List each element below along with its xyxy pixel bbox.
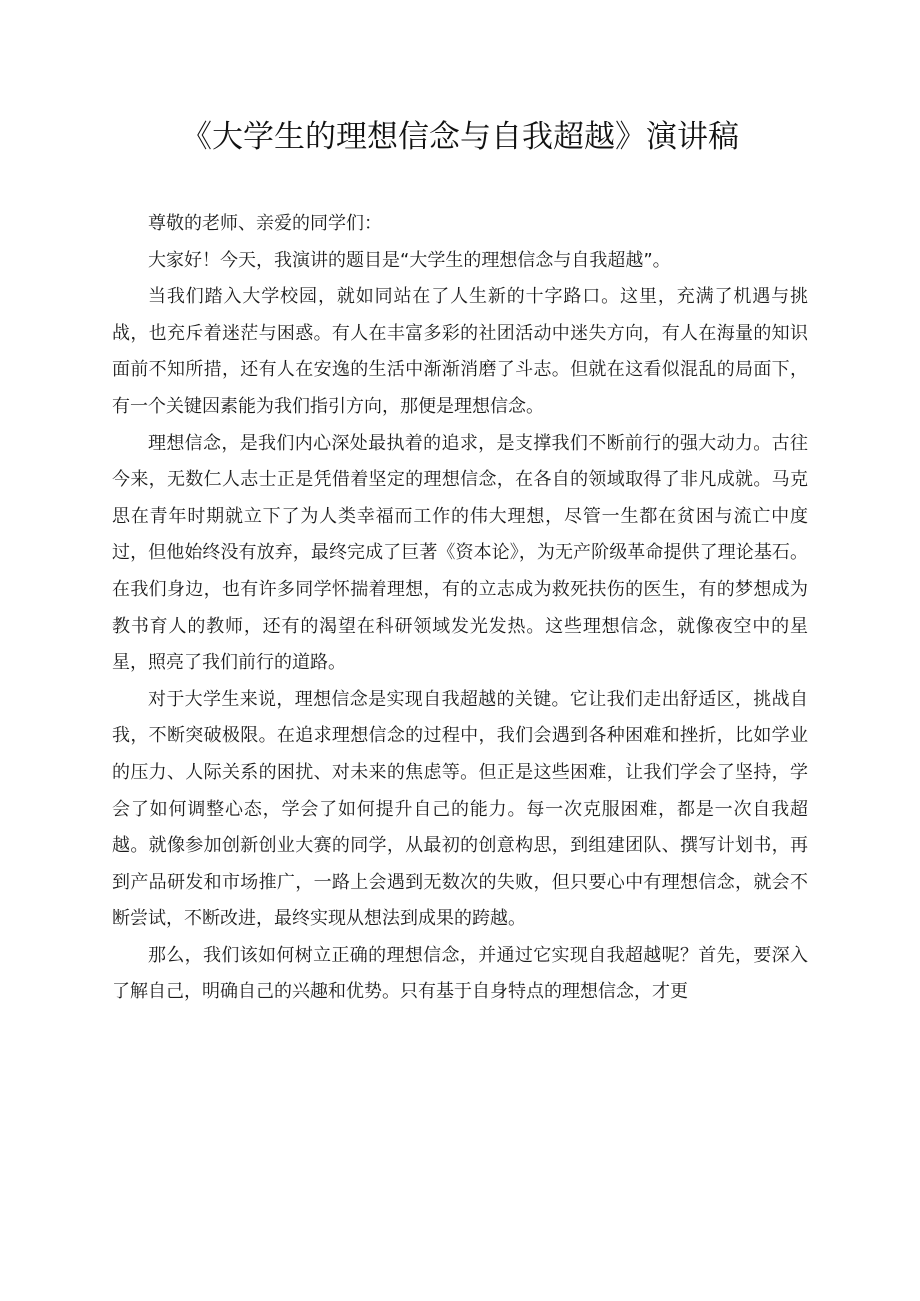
paragraph-how-to: 那么，我们该如何树立正确的理想信念，并通过它实现自我超越呢？首先，要深入了解自己，明确自己的兴趣和优势。只有基于自身特点的理想信念，才更 bbox=[112, 944, 808, 1003]
paragraph-opening: 大家好！今天，我演讲的题目是“大学生的理想信念与自我超越”。 bbox=[148, 249, 671, 271]
document-body bbox=[112, 206, 808, 1011]
paragraph-campus: 当我们踏入大学校园，就如同站在了人生新的十字路口。这里，充满了机遇与挑战，也充斥着迷茫与困惑。有人在丰富多彩的社团活动中迷失方向，有人在海量的知识面前不知所措，还有人在安逸的生活中渐渐消磨了斗志。但就在这看似混乱的局面下，有一个关键因素能为我们指引方向，那便是理想信念。 bbox=[112, 286, 808, 417]
paragraph-ideals: 理想信念，是我们内心深处最执着的追求，是支撑我们不断前行的强大动力。古往今来，无数仁人志士正是凭借着坚定的理想信念，在各自的领域取得了非凡成就。马克思在青年时期就立下了为人类幸福而工作的伟大理想，尽管一生都在贫困与流亡中度过，但他始终没有放弃，最终完成了巨著《资本论》，为无产阶级革命提供了理论基石。在我们身边，也有许多同学怀揣着理想，有的立志成为救死扶伤的医生，有的梦想成为教书育人的教师，还有的渴望在科研领域发光发热。这些理想信念，就像夜空中的星星，照亮了我们前行的道路。 bbox=[112, 432, 808, 674]
paragraph-greeting: 尊敬的老师、亲爱的同学们： bbox=[148, 213, 382, 234]
paragraph-self-transcendence: 对于大学生来说，理想信念是实现自我超越的关键。它让我们走出舒适区，挑战自我，不断突破极限。在追求理想信念的过程中，我们会遇到各种困难和挫折，比如学业的压力、人际关系的困扰、对未来的焦虑等。但正是这些困难，让我们学会了坚持，学会了如何调整心态，学会了如何提升自己的能力。每一次克服困难，都是一次自我超越。就像参加创新创业大赛的同学，从最初的创意构思，到组建团队、撰写计划书，再到产品研发和市场推广，一路上会遇到无数次的失败，但只要心中有理想信念，就会不断尝试，不断改进，最终实现从想法到成果的跨越。 bbox=[112, 688, 808, 930]
document-title: 《大学生的理想信念与自我超越》演讲稿 bbox=[181, 119, 739, 155]
